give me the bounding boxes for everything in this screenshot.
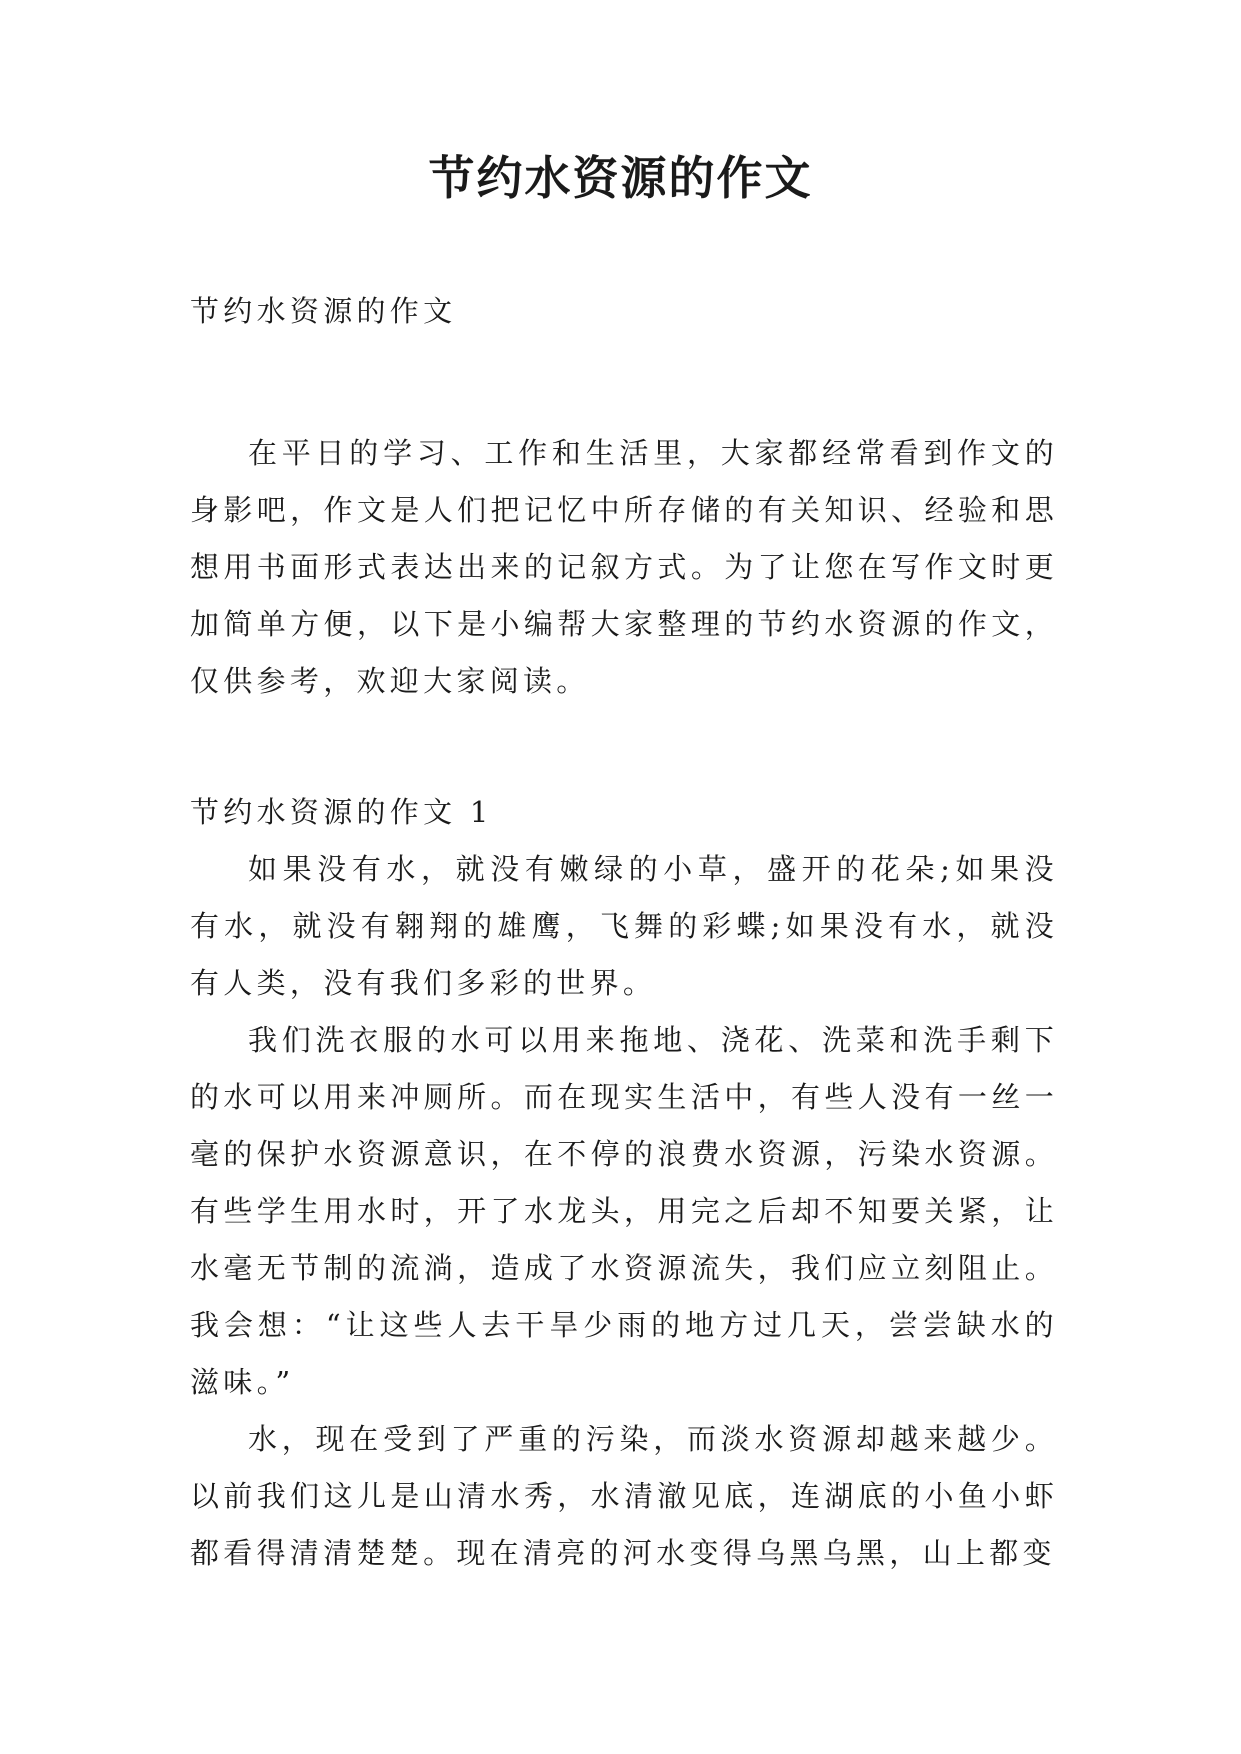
body-paragraph: 水，现在受到了严重的污染，而淡水资源却越来越少。以前我们这儿是山清水秀，水清澈见底，连湖底的小鱼小虾都看得清清楚楚。现在清亮的河水变得乌黑乌黑，山上都变 — [190, 1422, 1058, 1570]
document-title: 节约水资源的作文 — [428, 151, 813, 205]
intro-paragraph: 在平日的学习、工作和生活里，大家都经常看到作文的身影吧，作文是人们把记忆中所存储的有关知识、经验和思想用书面形式表达出来的记叙方式。为了让您在写作文时更加简单方便，以下是小编帮大家整理的节约水资源的作文，仅供参考，欢迎大家阅读。 — [190, 436, 1058, 698]
body-paragraph: 我们洗衣服的水可以用来拖地、浇花、洗菜和洗手剩下的水可以用来冲厕所。而在现实生活中，有些人没有一丝一毫的保护水资源意识，在不停的浪费水资源，污染水资源。有些学生用水时，开了水龙头，用完之后却不知要关紧，让水毫无节制的流淌，造成了水资源流失，我们应立刻阻止。我会想：“让这些人去干旱少雨的地方过几天，尝尝缺水的滋味。” — [190, 1023, 1058, 1399]
document-body — [190, 283, 1058, 1582]
section-heading: 节约水资源的作文 1 — [190, 795, 493, 829]
document-subtitle: 节约水资源的作文 — [190, 294, 457, 328]
body-paragraph: 如果没有水，就没有嫩绿的小草，盛开的花朵;如果没有水，就没有翱翔的雄鹰，飞舞的彩蝶;如果没有水，就没有人类，没有我们多彩的世界。 — [190, 852, 1058, 1000]
